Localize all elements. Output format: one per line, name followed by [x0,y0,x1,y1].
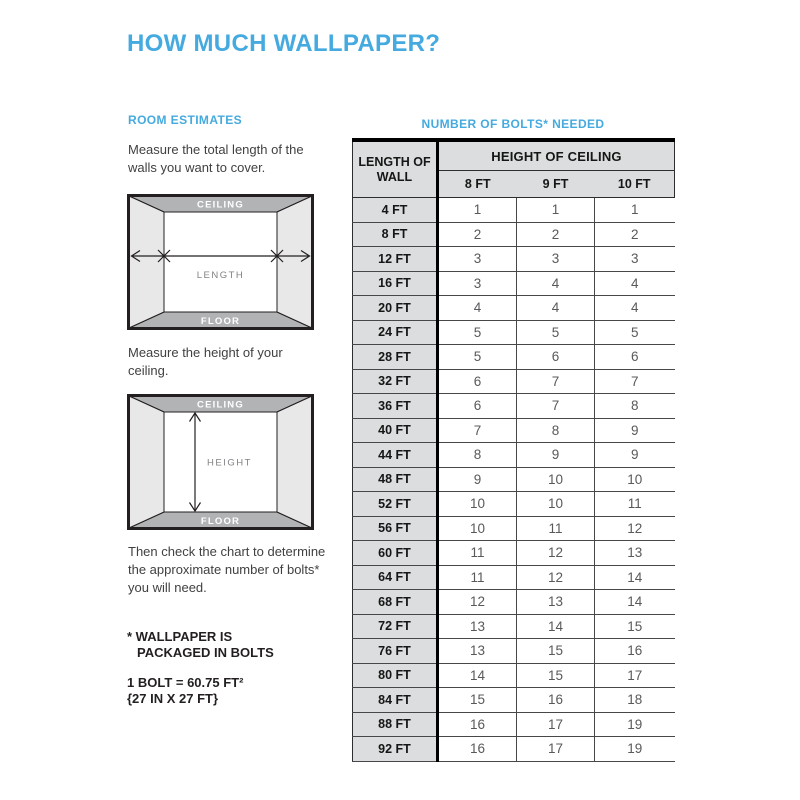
table-body [353,198,675,762]
value-cell: 11 [517,516,595,541]
bolts-table-head [353,140,675,198]
value-cell: 5 [438,320,517,345]
value-cell: 10 [517,467,595,492]
value-cell: 11 [438,565,517,590]
room-length-diagram-svg [127,194,314,330]
value-cell: 15 [517,663,595,688]
value-cell: 1 [517,198,595,223]
value-cell: 3 [438,247,517,272]
value-cell: 6 [438,369,517,394]
note-line-1: * WALLPAPER IS [127,629,233,644]
bolt-size-info [127,675,243,707]
value-cell: 6 [595,345,675,370]
value-cell: 12 [517,565,595,590]
length-label: LENGTH [196,270,245,281]
room-length-diagram [127,194,314,335]
value-cell: 2 [517,222,595,247]
row-label-cell: 24 FT [353,320,438,345]
value-cell: 8 [438,443,517,468]
table-row [353,590,675,615]
value-cell: 2 [595,222,675,247]
group-header-cell: HEIGHT OF CEILING [438,140,675,171]
row-label-cell: 8 FT [353,222,438,247]
value-cell: 17 [595,663,675,688]
table-row [353,639,675,664]
value-cell: 7 [517,369,595,394]
value-cell: 13 [595,541,675,566]
value-cell: 3 [595,247,675,272]
value-cell: 12 [595,516,675,541]
bolts-table-heading: NUMBER OF BOLTS* NEEDED [421,117,605,131]
table-row [353,320,675,345]
table-row [353,247,675,272]
value-cell: 16 [438,712,517,737]
table-row [353,443,675,468]
instruction-height: Measure the height of your ceiling. [128,345,283,378]
value-cell: 13 [438,614,517,639]
value-cell: 15 [595,614,675,639]
value-cell: 16 [595,639,675,664]
value-cell: 5 [595,320,675,345]
row-label-cell: 40 FT [353,418,438,443]
row-label-cell: 52 FT [353,492,438,517]
column-header-8ft: 8 FT [438,171,517,198]
value-cell: 14 [595,565,675,590]
table-row [353,516,675,541]
row-label-cell: 80 FT [353,663,438,688]
row-label-cell: 48 FT [353,467,438,492]
back-wall-surface [164,212,277,312]
left-wall-surface [129,396,164,528]
value-cell: 5 [438,345,517,370]
row-label-cell: 56 FT [353,516,438,541]
value-cell: 7 [438,418,517,443]
value-cell: 14 [438,663,517,688]
bolt-size-line-2: {27 IN X 27 FT} [127,691,219,706]
row-label-cell: 16 FT [353,271,438,296]
value-cell: 3 [438,271,517,296]
row-label-cell: 72 FT [353,614,438,639]
table-row [353,614,675,639]
table-row [353,394,675,419]
row-label-cell: 20 FT [353,296,438,321]
bolts-table-container [352,138,675,762]
value-cell: 2 [438,222,517,247]
table-row [353,222,675,247]
height-label: HEIGHT [207,457,252,469]
table-row [353,296,675,321]
value-cell: 13 [517,590,595,615]
value-cell: 4 [517,271,595,296]
value-cell: 15 [517,639,595,664]
value-cell: 10 [438,516,517,541]
page-title: HOW MUCH WALLPAPER? [127,30,441,57]
table-row [353,369,675,394]
table-row [353,565,675,590]
value-cell: 11 [438,541,517,566]
value-cell: 12 [438,590,517,615]
value-cell: 4 [438,296,517,321]
value-cell: 15 [438,688,517,713]
value-cell: 6 [517,345,595,370]
value-cell: 4 [595,296,675,321]
wallpaper-bolts-note [127,629,274,661]
bolts-table [352,138,675,762]
value-cell: 7 [517,394,595,419]
value-cell: 9 [595,443,675,468]
note-line-2: PACKAGED IN BOLTS [137,645,274,660]
value-cell: 17 [517,737,595,762]
table-row [353,737,675,762]
value-cell: 10 [517,492,595,517]
room-estimates-heading: ROOM ESTIMATES [128,113,243,127]
ceiling-label: CEILING [197,399,244,411]
value-cell: 6 [438,394,517,419]
corner-header-cell: LENGTH OF WALL [353,140,438,198]
value-cell: 13 [438,639,517,664]
value-cell: 17 [517,712,595,737]
row-label-cell: 92 FT [353,737,438,762]
right-wall-surface [277,396,312,528]
value-cell: 10 [438,492,517,517]
value-cell: 1 [438,198,517,223]
table-row [353,541,675,566]
value-cell: 9 [438,467,517,492]
table-row [353,345,675,370]
row-label-cell: 44 FT [353,443,438,468]
floor-label: FLOOR [200,316,241,327]
table-row [353,492,675,517]
value-cell: 11 [595,492,675,517]
row-label-cell: 12 FT [353,247,438,272]
table-row [353,271,675,296]
value-cell: 12 [517,541,595,566]
value-cell: 14 [595,590,675,615]
column-header-10ft: 10 FT [595,171,675,198]
row-label-cell: 84 FT [353,688,438,713]
row-label-cell: 28 FT [353,345,438,370]
row-label-cell: 4 FT [353,198,438,223]
room-height-diagram [127,394,314,535]
ceiling-label: CEILING [197,199,244,211]
row-label-cell: 32 FT [353,369,438,394]
value-cell: 4 [595,271,675,296]
row-label-cell: 88 FT [353,712,438,737]
group-header-row [353,140,675,171]
value-cell: 16 [517,688,595,713]
value-cell: 19 [595,712,675,737]
table-row [353,198,675,223]
instruction-chart: Then check the chart to determine the approximate number of bolts* you will need. [128,544,326,595]
room-height-diagram-svg [127,394,314,530]
table-row [353,418,675,443]
value-cell: 7 [595,369,675,394]
row-label-cell: 36 FT [353,394,438,419]
value-cell: 8 [595,394,675,419]
value-cell: 19 [595,737,675,762]
row-label-cell: 68 FT [353,590,438,615]
value-cell: 9 [595,418,675,443]
value-cell: 18 [595,688,675,713]
row-label-cell: 76 FT [353,639,438,664]
floor-label: FLOOR [200,516,241,527]
value-cell: 8 [517,418,595,443]
value-cell: 9 [517,443,595,468]
value-cell: 16 [438,737,517,762]
row-label-cell: 64 FT [353,565,438,590]
value-cell: 10 [595,467,675,492]
value-cell: 4 [517,296,595,321]
row-label-cell: 60 FT [353,541,438,566]
bolt-size-line-1: 1 BOLT = 60.75 FT² [127,675,244,690]
table-row [353,467,675,492]
value-cell: 1 [595,198,675,223]
table-row [353,712,675,737]
instruction-length: Measure the total length of the walls you want to cover. [128,142,304,175]
value-cell: 14 [517,614,595,639]
column-header-9ft: 9 FT [517,171,595,198]
value-cell: 3 [517,247,595,272]
value-cell: 5 [517,320,595,345]
table-row [353,663,675,688]
table-row [353,688,675,713]
